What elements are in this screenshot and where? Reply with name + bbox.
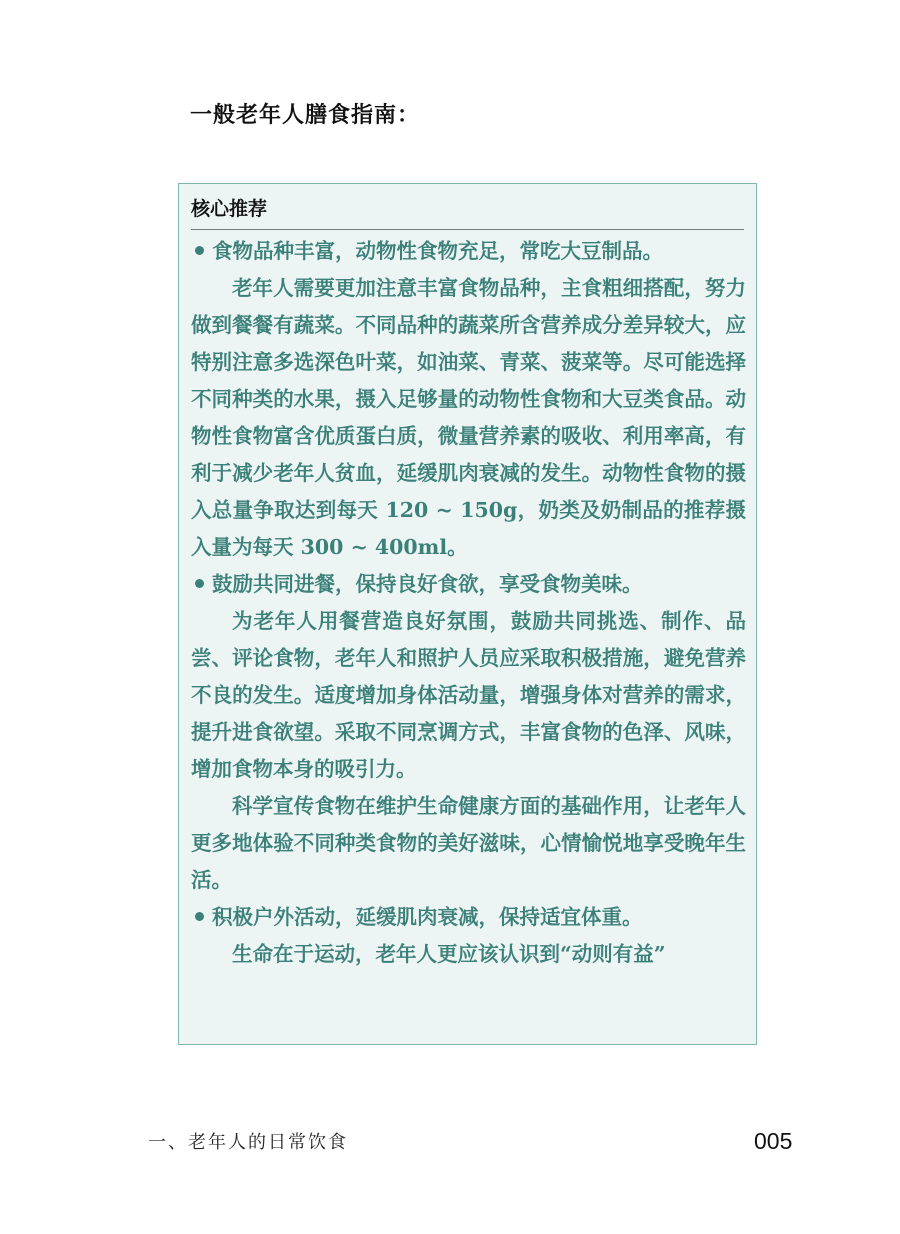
core-recommendation-box xyxy=(178,183,757,1045)
box-title: 核心推荐 xyxy=(191,198,268,220)
chapter-footer: 一、老年人的日常饮食 xyxy=(148,1132,348,1153)
body-paragraph: 生命在于运动，老年人更应该认识到“动则有益” xyxy=(232,942,666,966)
bullet-item xyxy=(191,899,746,936)
body-paragraph: 为老年人用餐营造良好氛围，鼓励共同挑选、制作、品尝、评论食物，老年人和照护人员应采取积极措施，避免营养不良的发生。适度增加身体活动量，增强身体对营养的需求，提升进食欲望。采取不同烹调方式，丰富食物的色泽、风味，增加食物本身的吸引力。 xyxy=(191,609,746,781)
box-body xyxy=(191,233,746,973)
bullet-text: 鼓励共同进餐，保持良好食欲，享受食物美味。 xyxy=(212,572,643,596)
bullet-item xyxy=(191,566,746,603)
bullet-text: 食物品种丰富，动物性食物充足，常吃大豆制品。 xyxy=(212,239,663,263)
bullet-dot-icon xyxy=(195,912,204,921)
bullet-item xyxy=(191,233,746,270)
bullet-text: 积极户外活动，延缓肌肉衰减，保持适宜体重。 xyxy=(212,905,643,929)
title-divider xyxy=(191,229,744,230)
body-paragraph: 科学宣传食物在维护生命健康方面的基础作用，让老年人更多地体验不同种类食物的美好滋味，心情愉悦地享受晚年生活。 xyxy=(191,794,746,892)
body-paragraph: 老年人需要更加注意丰富食物品种，主食粗细搭配，努力做到餐餐有蔬菜。不同品种的蔬菜所含营养成分差异较大，应特别注意多选深色叶菜，如油菜、青菜、菠菜等。尽可能选择不同种类的水果，摄入足够量的动物性食物和大豆类食品。动物性食物富含优质蛋白质，微量营养素的吸收、利用率高，有利于减少老年人贫血，延缓肌肉衰减的发生。动物性食物的摄入总量争取达到每天 120 ~ 150g，奶类及奶制品的推荐摄入量为每天 300 ~ 400ml。 xyxy=(191,276,746,559)
bullet-dot-icon xyxy=(195,246,204,255)
page-heading: 一般老年人膳食指南： xyxy=(190,103,421,128)
bullet-dot-icon xyxy=(195,579,204,588)
page-number: 005 xyxy=(754,1128,793,1154)
